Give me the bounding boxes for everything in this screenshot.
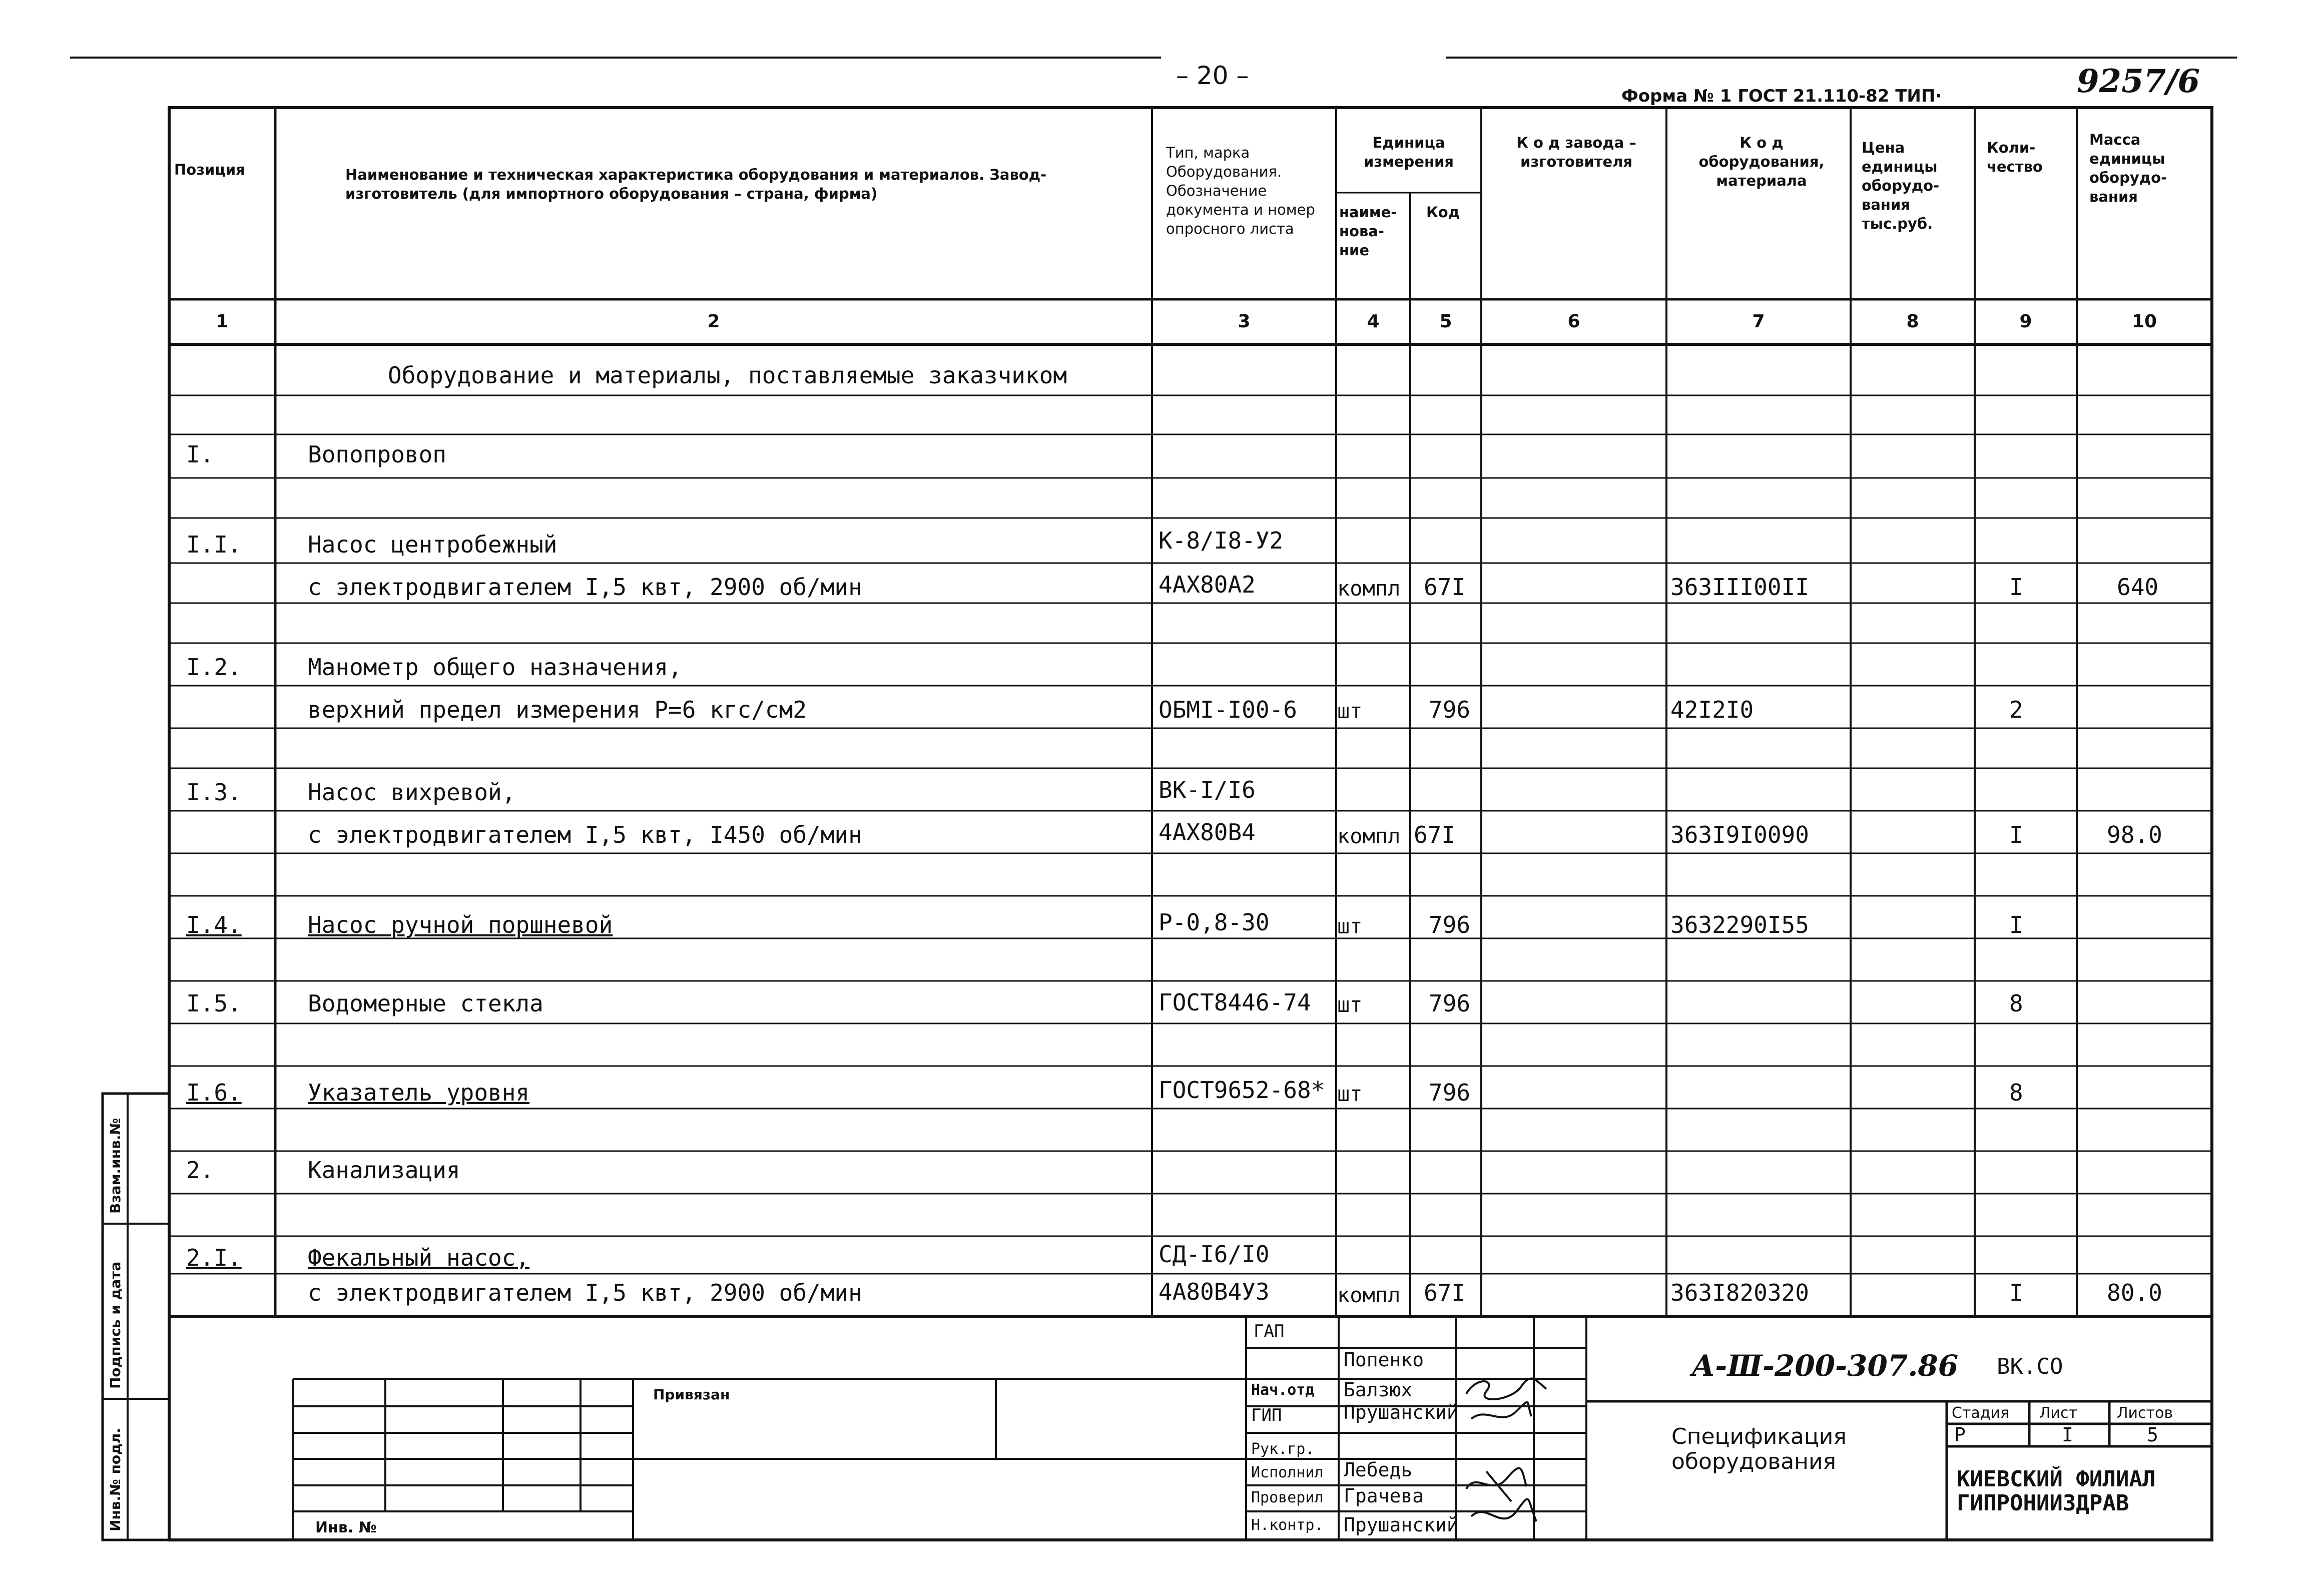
row-7-type: 4АХ80В4	[1159, 819, 1256, 846]
row-8-name: Насос ручной поршневой	[308, 911, 613, 938]
row-7-name: с электродвигателем I,5 квт, I450 об/мин	[308, 821, 862, 848]
row-12-name: Фекальный насос,	[308, 1244, 530, 1271]
row-13-qty: I	[2009, 1279, 2023, 1306]
sheet-label: Лист	[2039, 1404, 2078, 1422]
col-header-unit-name: наиме-нова-ние	[1339, 204, 1397, 259]
row-13-unit: компл	[1337, 1283, 1401, 1307]
role-nach-otd: Нач.отд	[1251, 1381, 1315, 1399]
col-num-1: 1	[216, 311, 229, 332]
stage-value: Р	[1954, 1424, 1966, 1446]
row-10-type: ГОСТ9652-68*	[1159, 1077, 1325, 1104]
stage-label: Стадия	[1952, 1404, 2010, 1422]
col-header-material-code: К о д оборудования, материала	[1698, 134, 1825, 189]
role-n-kontr: Н.контр.	[1251, 1516, 1324, 1534]
col-num-6: 6	[1567, 311, 1580, 332]
role-ruk-gr: Рук.гр.	[1251, 1440, 1315, 1458]
row-8-pos: I.4.	[186, 911, 242, 938]
col-num-7: 7	[1752, 311, 1765, 332]
mark: ВК.СО	[1997, 1354, 2063, 1379]
row-8-qty: I	[2009, 911, 2023, 938]
row-4-name: Манометр общего назначения,	[308, 654, 682, 681]
row-9-pos: I.5.	[186, 990, 242, 1017]
row-5-matcode: 42I2I0	[1670, 696, 1754, 723]
col-header-factory-code: К о д завода – изготовителя	[1516, 134, 1636, 170]
row-3-qty: I	[2009, 574, 2023, 601]
col-num-2: 2	[707, 311, 720, 332]
org-line-2: ГИПРОНИИЗДРАВ	[1957, 1490, 2129, 1516]
col-header-quantity: Коли-чество	[1987, 139, 2043, 175]
row-13-mass: 80.0	[2107, 1279, 2162, 1306]
col-header-type: Тип, марка Оборудования. Обозначение документа и номер опросного листа	[1166, 144, 1315, 237]
col-header-name: Наименование и техническая характеристика оборудования и материалов. Завод-изготовитель (для импортного оборудования – страна, фирма)	[345, 166, 1047, 202]
row-10-name: Указатель уровня	[308, 1079, 530, 1106]
row-3-code: 67I	[1424, 574, 1466, 601]
row-6-type: ВК-I/I6	[1159, 776, 1256, 803]
name-ispolnil: Лебедь	[1344, 1459, 1413, 1481]
row-5-type: ОБМI-I00-6	[1159, 696, 1297, 723]
row-9-code: 796	[1429, 990, 1471, 1017]
row-1-name: Вопопровоп	[308, 441, 446, 468]
sheets-value: 5	[2147, 1424, 2158, 1446]
row-6-pos: I.3.	[186, 779, 242, 806]
row-13-name: с электродвигателем I,5 квт, 2900 об/мин	[308, 1279, 862, 1306]
row-7-qty: I	[2009, 821, 2023, 848]
row-2-name: Насос центробежный	[308, 531, 557, 558]
row-3-mass: 640	[2117, 574, 2159, 601]
col-header-position: Позиция	[174, 161, 245, 178]
section-title: Оборудование и материалы, поставляемые заказчиком	[388, 362, 1067, 389]
org-line-1: КИЕВСКИЙ ФИЛИАЛ	[1957, 1466, 2156, 1492]
col-num-3: 3	[1238, 311, 1251, 332]
name-n-kontr: Прушанский	[1344, 1514, 1458, 1536]
inv-no-label: Инв. №	[315, 1519, 377, 1536]
row-8-unit: шт	[1337, 914, 1363, 938]
row-11-pos: 2.	[186, 1157, 214, 1184]
row-3-matcode: 363III00II	[1670, 574, 1809, 601]
row-7-matcode: 363I9I0090	[1670, 821, 1809, 848]
col-num-10: 10	[2131, 311, 2157, 332]
role-gap: ГАП	[1254, 1321, 1285, 1341]
col-header-mass: Масса единицы оборудо-вания	[2089, 131, 2167, 205]
name-gip: Прушанский	[1344, 1401, 1458, 1423]
col-header-price: Цена единицы оборудо-вания тыс.руб.	[1862, 139, 1940, 232]
row-8-type: Р-0,8-30	[1159, 909, 1270, 936]
row-2-pos: I.I.	[186, 531, 242, 558]
row-10-code: 796	[1429, 1079, 1471, 1106]
row-5-name: верхний предел измерения Р=6 кгс/см2	[308, 696, 807, 723]
stamp-inv-podl: Инв.№ подл.	[107, 1428, 124, 1531]
name-proveril: Грачева	[1344, 1485, 1424, 1507]
row-9-qty: 8	[2009, 990, 2023, 1017]
col-num-9: 9	[2019, 311, 2032, 332]
row-6-name: Насос вихревой,	[308, 779, 516, 806]
privyazan-label: Привязан	[653, 1386, 730, 1403]
signatures	[1456, 1371, 1586, 1541]
row-13-type: 4А80В4У3	[1159, 1278, 1270, 1305]
col-num-8: 8	[1906, 311, 1919, 332]
role-proveril: Проверил	[1251, 1489, 1324, 1506]
name-gap: Попенко	[1344, 1349, 1424, 1371]
role-gip: ГИП	[1251, 1405, 1282, 1425]
row-2-type: К-8/I8-У2	[1159, 527, 1284, 554]
row-10-qty: 8	[2009, 1079, 2023, 1106]
stamp-podpis-data: Подпись и дата	[107, 1261, 124, 1389]
name-nach-otd: Балзюх	[1344, 1379, 1413, 1401]
row-7-code: 67I	[1414, 821, 1456, 848]
row-4-pos: I.2.	[186, 654, 242, 681]
row-13-code: 67I	[1424, 1279, 1466, 1306]
row-12-type: СД-I6/I0	[1159, 1241, 1270, 1268]
unit-group-header: Единица измерения	[1364, 134, 1454, 170]
row-7-unit: компл	[1337, 824, 1401, 848]
row-3-unit: компл	[1337, 576, 1401, 601]
sheet-value: I	[2062, 1424, 2073, 1446]
row-13-matcode: 363I820320	[1670, 1279, 1809, 1306]
row-9-name: Водомерные стекла	[308, 990, 543, 1017]
row-5-code: 796	[1429, 696, 1471, 723]
row-8-code: 796	[1429, 911, 1471, 938]
sheets-label: Листов	[2117, 1404, 2173, 1422]
form-note: Форма № 1 ГОСТ 21.110-82 ТИП·	[1621, 86, 1942, 106]
row-11-name: Канализация	[308, 1157, 460, 1184]
row-7-mass: 98.0	[2107, 821, 2162, 848]
row-10-unit: шт	[1337, 1082, 1363, 1106]
row-8-matcode: 3632290I55	[1670, 911, 1809, 938]
designation: А-Ⅲ-200-307.86	[1691, 1349, 1959, 1383]
col-num-4: 4	[1367, 311, 1380, 332]
row-1-pos: I.	[186, 441, 214, 468]
row-9-unit: шт	[1337, 992, 1363, 1017]
doc-title-line-1: Спецификация	[1671, 1424, 1847, 1449]
row-5-qty: 2	[2009, 696, 2023, 723]
row-9-type: ГОСТ8446-74	[1159, 989, 1311, 1016]
col-header-unit-code: Код	[1426, 204, 1460, 221]
col-num-5: 5	[1439, 311, 1452, 332]
page-number: – 20 –	[1176, 61, 1249, 90]
role-ispolnil: Исполнил	[1251, 1464, 1324, 1481]
row-12-pos: 2.I.	[186, 1244, 242, 1271]
row-5-unit: шт	[1337, 699, 1363, 723]
row-3-type: 4АХ80А2	[1159, 571, 1256, 598]
doc-title-line-2: оборудования	[1671, 1449, 1837, 1474]
stamp-vzam-inv: Взам.инв.№	[107, 1118, 124, 1214]
row-3-name: с электродвигателем I,5 квт, 2900 об/мин	[308, 574, 862, 601]
row-10-pos: I.6.	[186, 1079, 242, 1106]
doc-number: 9257/6	[2077, 63, 2200, 100]
